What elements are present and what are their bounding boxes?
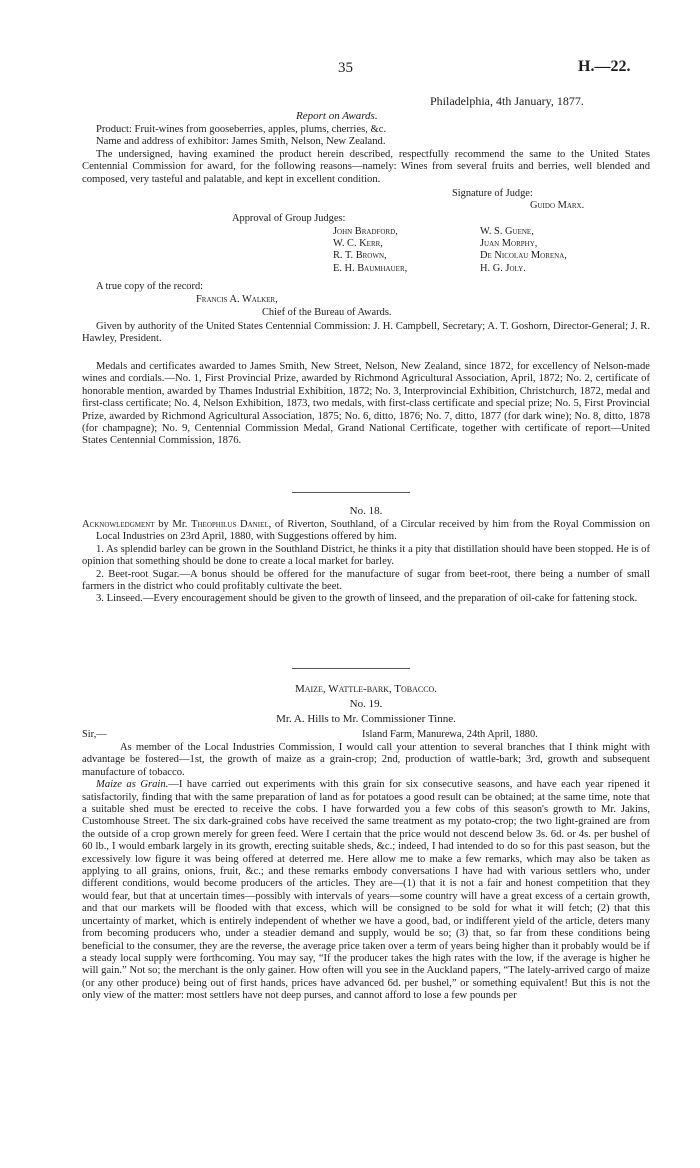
exhibitor-line: Name and address of exhibitor: James Smith, Nelson, New Zealand. <box>96 136 386 148</box>
group-judges-right <box>480 226 567 275</box>
walker-title: Chief of the Bureau of Awards. <box>262 307 392 318</box>
no18-item: 2. Beet-root Sugar.—A bonus should be offered for the manufacture of sugar from beet-root, there being a number of small farmers in the district who could profitably cultivate the beet. <box>82 568 650 593</box>
judge-signature: Guido Marx. <box>530 200 585 211</box>
no18-acknowledgment <box>82 519 650 606</box>
product-line: Product: Fruit-wines from gooseberries, apples, plums, cherries, &c. <box>96 124 387 135</box>
judge-name: Juan Morphy, <box>480 238 538 250</box>
no19-title: Mr. A. Hills to Mr. Commissioner Tinne. <box>276 713 456 725</box>
ack-rest: of Riverton, Southland, of a Circular received by him from the Royal Commission on Local Industries on 23rd April, 1880, with Suggestions offered by him. <box>96 519 650 543</box>
group-judges-label: Approval of Group Judges: <box>232 213 346 224</box>
signature-label: Signature of Judge: <box>452 188 533 199</box>
letter-paragraph-1: As member of the Local Industries Commission, I would call your attention to several branches that I think might with advantage be fostered—1st, the growth of maize as a grain-crop; 2nd, production of wattle-bark; 3rd, growth and subsequent manufacture of tobacco. <box>82 742 650 778</box>
place-date: Philadelphia, 4th January, 1877. <box>430 94 584 108</box>
award-details <box>82 124 650 186</box>
medals-paragraph <box>82 361 650 448</box>
section-divider <box>292 492 410 493</box>
ack-heading <box>82 519 650 544</box>
salutation: Sir,— <box>82 729 107 740</box>
ack-by: by Mr. <box>158 519 188 530</box>
maize-text: —I have carried out experiments with this grain for six consecutive seasons, and have each year ripened it satisfactorily, finding that with the same preparation of land as for potatoes a good result can be obtained; at the same time, note that a suitable shed must be erected to receive the cobs. I have forwarded you a few cobs of this season's growth to Mr. Jakins, Customhouse Street. The six dark-grained cobs have received the same treatment as my potato-crop; the two light-grained are from the outside of a crop grown merely for green feed. Were I certain that the price would not descend below 3s. 6d. or 4s. per bushel of 60 lb., I would embark largely in its growth, erecting suitable sheds, &c.; indeed, I had intended to do so for this past season, but the excessively low figure it was being offered at deterred me. Here allow me to make a few remarks, which may also be taken as applying to all grains, onions, fruit, &c.; and these remarks embody conversations I have had with various settlers who, under different conditions, would become producers of the articles. They are—(1) that it is not a fair and honest competition that they would fear, but that at uncertain times—possibly with intervals of years—some country will have a great excess of a certain growth, and that our markets will be flooded with that excess, which will be consigned to be sold for what it will fetch; (2) that this uncertainty of market, which is entirely independent of whether we have a good, bad, or indifferent yield of the article, deters many from becoming producers who, under a steadier demand and supply, would be so; (3) that, so far from these conditions being beneficial to the consumer, they are the reverse, the average price taken over a term of years being higher than it probably would be if a steady local supply were forthcoming. You may say, “If the producer takes the high rates with the low, if the average is higher he will gain.” Not so; the merchant is the only gainer. How often will you see in the Auckland papers, “The lately-arrived cargo of maize (or any other produce) being out of first hands, prices have advanced 6d. per bushel,” or something equivalent! But this is not the only view of the matter: most settlers have not deep purses, and cannot afford to lose a few pounds per <box>82 779 650 1002</box>
ack-person: Theophilus Daniel, <box>191 519 272 530</box>
judge-name: W. C. Kerr, <box>333 238 383 250</box>
maize-as-grain-label: Maize as Grain. <box>96 779 169 791</box>
page-number: 35 <box>338 60 353 76</box>
no19-heading: Maize, Wattle-bark, Tobacco. <box>294 683 438 695</box>
given-by-text <box>82 321 650 346</box>
group-judges-left <box>333 226 407 275</box>
recommendation-text: The undersigned, having examined the product herein described, respectfully recommend the same to the United States Centennial Commission for award, for the following reasons—namely: Wines from several fruits and berries, well blended and composed, very tasteful and palatable, and kept in excellent condition. <box>82 148 650 185</box>
letter-address: Island Farm, Manurewa, 24th April, 1880. <box>362 729 538 740</box>
document-reference: H.—22. <box>578 58 631 75</box>
judge-name: E. H. Baumhauer, <box>333 262 408 274</box>
judge-name: John Bradford, <box>333 226 398 237</box>
given-by-paragraph: Given by authority of the United States Centennial Commission: J. H. Campbell, Secretary; A. T. Goshorn, Director-General; J. R. Hawley, President. <box>82 321 650 345</box>
letter-body <box>82 742 650 1003</box>
no18-item: 3. Linseed.—Every encouragement should be given to the growth of linseed, and the preparation of oil-cake for fattening stock. <box>96 593 638 605</box>
true-copy-label: A true copy of the record: <box>96 281 204 292</box>
letter-paragraph-2 <box>82 779 650 1002</box>
medals-text: Medals and certificates awarded to James Smith, New Street, Nelson, New Zealand, since 1872, for excellency of Nelson-made wines and cordials.—No. 1, First Provincial Prize, awarded by Richmond Agricultural Association, April, 1872; No. 2, certificate of honorable mention, awarded by Thames Industrial Exhibition, 1872; No. 3, Interprovincial Exhibition, Christchurch, 1872, medal and first-class certificate; No. 4, Nelson Exhibition, 1873, two medals, with first-class certificate and special prize; No. 5, First Provincial Prize, awarded by Richmond Agricultural Association, 1875; No. 6, ditto, 1876; No. 7, ditto, 1877 (for dark wine); No. 8, ditto, 1878 (for champagne); No. 9, Centennial Commission Medal, Grand National Certificate, together with certificate of report—United States Centennial Commission, 1876. <box>82 361 650 447</box>
ack-label: Acknowledgment <box>82 519 155 530</box>
no19-number: No. 19. <box>349 698 383 710</box>
no18-number: No. 18. <box>349 505 383 517</box>
judge-name: R. T. Brown, <box>333 250 387 262</box>
judge-name: De Nicolau Morena, <box>480 250 567 262</box>
walker-name: Francis A. Walker, <box>196 294 278 305</box>
no18-item: 1. As splendid barley can be grown in the Southland District, he thinks it a pity that distillation should have been stopped. He is of opinion that something should be done to create a local market for barley. <box>82 543 650 568</box>
section-divider <box>292 668 410 669</box>
judge-name: W. S. Guene, <box>480 226 534 237</box>
judge-name: H. G. Joly. <box>480 262 526 274</box>
report-title: Report on Awards. <box>296 110 378 122</box>
